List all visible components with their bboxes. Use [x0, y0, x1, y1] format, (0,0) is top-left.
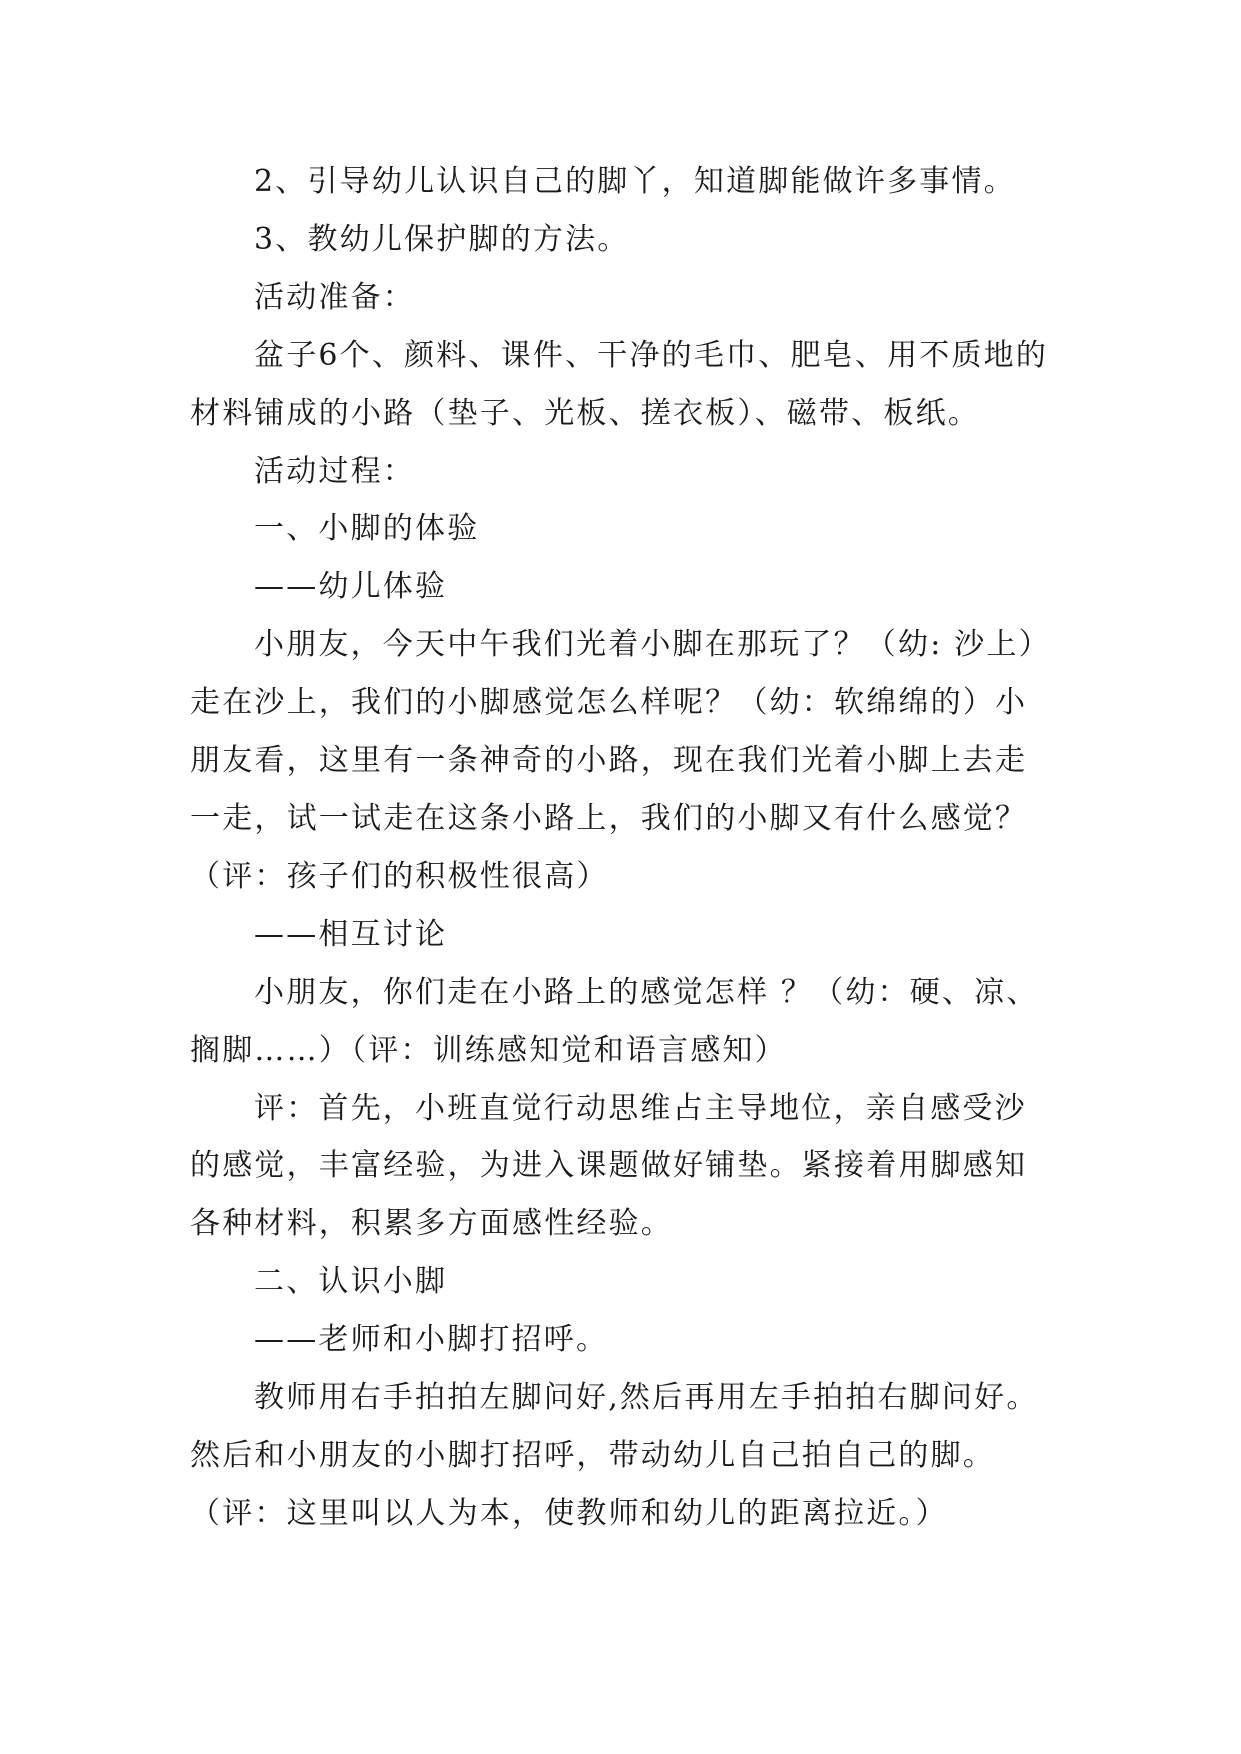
commentary-paragraph: 评：首先，小班直觉行动思维占主导地位，亲自感受沙的感觉，丰富经验，为进入课题做好铺垫。紧接着用脚感知各种材料，积累多方面感性经验。	[190, 1090, 1028, 1242]
body-paragraph: 小朋友，你们走在小路上的感觉怎样 ？（幼：硬、凉、搁脚……）（评：训练感知觉和语言感知）	[190, 974, 1039, 1068]
step-heading: ——相互讨论	[254, 916, 448, 952]
subsection-heading: 一、小脚的体验	[254, 511, 480, 547]
step-heading: ——老师和小脚打招呼。	[254, 1322, 609, 1358]
objective-paragraph: 3、教幼儿保护脚的方法。	[254, 221, 630, 257]
materials-paragraph: 盆子6个、颜料、课件、干净的毛巾、肥皂、用不质地的材料铺成的小路（垫子、光板、搓衣板）、磁带、板纸。	[190, 337, 1049, 431]
body-paragraph: 小朋友，今天中午我们光着小脚在那玩了？（幼: 沙上）走在沙上，我们的小脚感觉怎么样呢？（幼：软绵绵的）小朋友看，这里有一条神奇的小路，现在我们光着小脚上去走一走，试一试走在这条小路上，我们的小脚又有什么感觉？（评：孩子们的积极性很高）	[190, 627, 1051, 894]
subsection-heading: 二、认识小脚	[254, 1264, 448, 1300]
body-paragraph: 教师用右手拍拍左脚问好,然后再用左手拍拍右脚问好。然后和小朋友的小脚打招呼，带动幼儿自己拍自己的脚。（评：这里叫以人为本，使教师和幼儿的距离拉近。）	[190, 1380, 1039, 1531]
section-heading: 活动准备：	[254, 279, 415, 315]
objective-paragraph: 2、引导幼儿认识自己的脚丫，知道脚能做许多事情。	[254, 164, 1016, 199]
step-heading: ——幼儿体验	[254, 569, 448, 605]
document-body	[190, 153, 1052, 1543]
section-heading: 活动过程：	[254, 453, 415, 489]
